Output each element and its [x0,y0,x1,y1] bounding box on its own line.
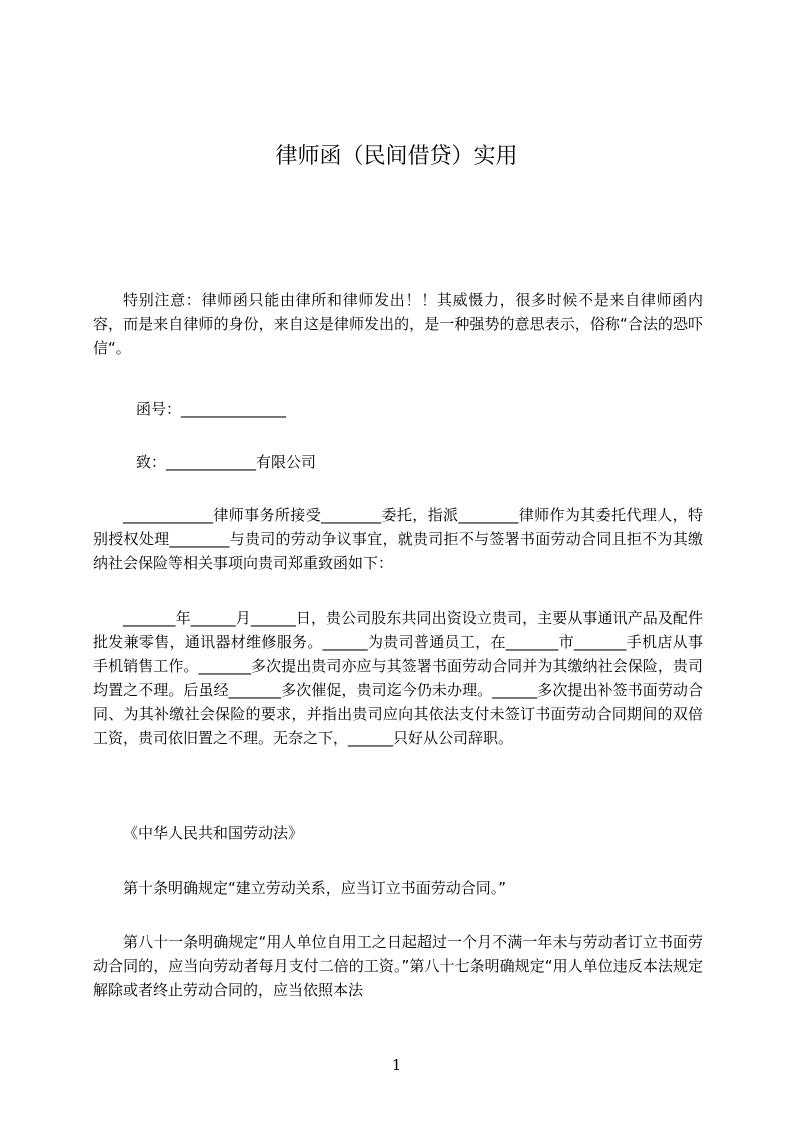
recipient-blank: ____________ [166,453,257,471]
introduction-paragraph: ____________律师事务所接受________委托，指派________律师作为其委托代理人，特别授权处理________与贵司的劳动争议事宜，就贵司拒不与签署书面劳动合同且拒不为其缴纳社会保险等相关事项向贵司郑重致函如下： [93,506,703,572]
recipient-label: 致： [136,453,167,471]
letter-number-line [136,397,286,421]
recipient-line [136,450,316,474]
letter-number-label: 函号： [136,400,182,418]
labor-law-title: 《中华人民共和国劳动法》 [123,824,304,842]
document-title: 律师函（民间借贷）实用 [275,144,518,169]
special-notice-paragraph: 特别注意：律师函只能由律所和律师发出！！其威慑力，很多时候不是来自律师函内容，而是来自律师的身份，来自这是律师发出的，是一种强势的意思表示，俗称“合法的恐吓信“。 [93,291,703,357]
page-number: 1 [391,1056,402,1074]
letter-number-blank: ______________ [181,400,287,418]
article-81-paragraph: 第八十一条明确规定“用人单位自用工之日起超过一个月不满一年未与劳动者订立书面劳动合同的，应当向劳动者每月支付二倍的工资。”第八十七条明确规定“用人单位违反本法规定解除或者终止劳动合同的，应当依照本法 [93,933,703,999]
recipient-company-suffix: 有限公司 [256,453,317,471]
facts-paragraph: _______年______月______日，贵公司股东共同出资设立贵司，主要从事通讯产品及配件批发兼零售，通讯器材维修服务。______为贵司普通员工，在_______市_______手机店从事手机销售工作。_______多次提出贵司亦应与其签署书面劳动合同并为其缴纳社会保险，贵司均置之不理。后虽经_______多次催促，贵司迄今仍未办理。______多次提出补签书面劳动合同、为其补缴社会保险的要求，并指出贵司应向其依法支付未签订书面劳动合同期间的双倍工资，贵司依旧置之不理。无奈之下，______只好从公司辞职。 [93,609,703,747]
article-10-paragraph: 第十条明确规定“建立劳动关系，应当订立书面劳动合同。” [123,879,507,897]
